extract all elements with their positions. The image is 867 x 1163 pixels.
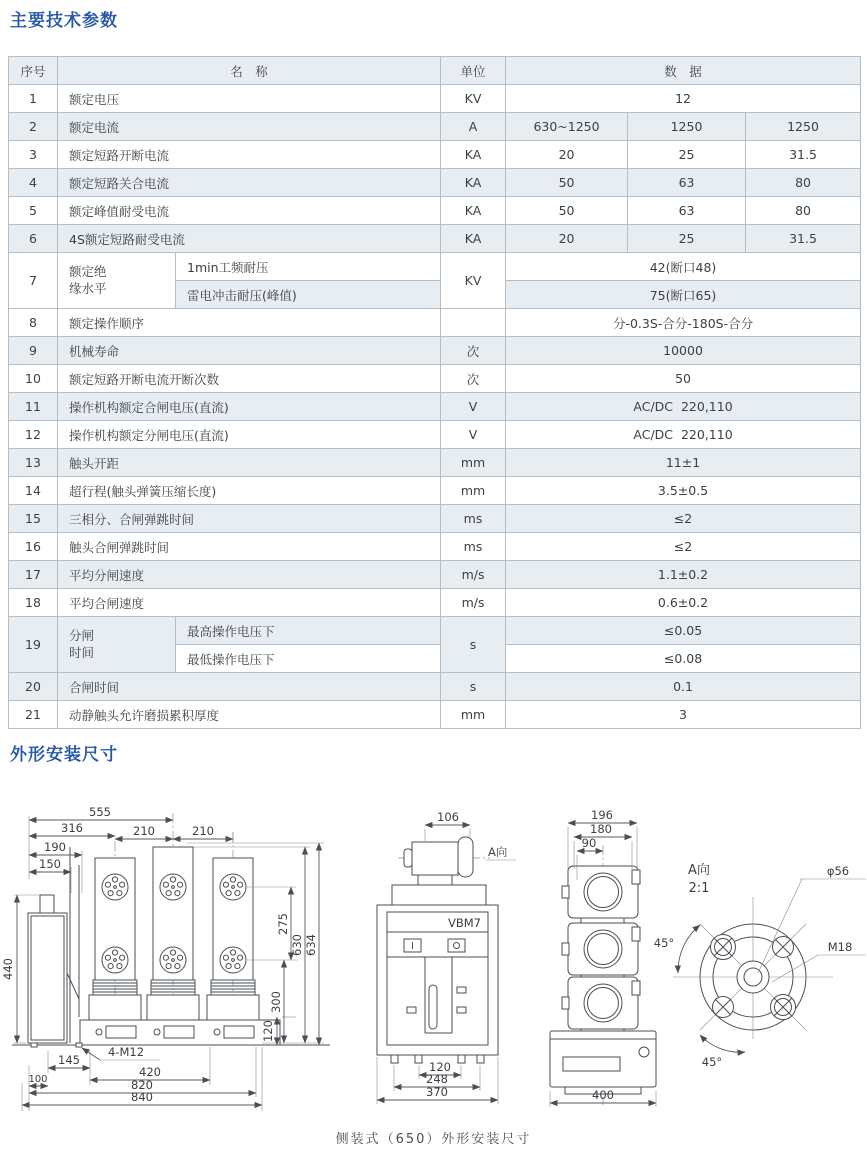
dim-dia56: φ56 [826, 864, 850, 878]
table-row [9, 449, 861, 477]
cell-no: 8 [9, 309, 58, 337]
dim-210a: 210 [133, 824, 155, 838]
dim-420: 420 [139, 1065, 161, 1079]
cell-unit: 次 [441, 337, 506, 365]
dim-45b: 45° [701, 1055, 723, 1069]
cell-value: 1250 [746, 113, 861, 141]
cell-name: 三相分、合闸弹跳时间 [58, 505, 441, 533]
cell-value: 1.1±0.2 [506, 561, 861, 589]
cell-value: 0.6±0.2 [506, 589, 861, 617]
dimension-drawings [0, 785, 867, 1130]
dim-820: 820 [131, 1078, 153, 1092]
cell-value: 630~1250 [506, 113, 628, 141]
cell-unit: mm [441, 449, 506, 477]
dim-145: 145 [58, 1053, 80, 1067]
cell-unit [441, 309, 506, 337]
cell-value: 12 [506, 85, 861, 113]
cell-name: 动静触头允许磨损累积厚度 [58, 701, 441, 729]
cell-value: AC/DC 220,110 [506, 421, 861, 449]
table-row [9, 561, 861, 589]
right-view [550, 845, 656, 1105]
cell-name-text: 额定绝缘水平 [69, 263, 107, 296]
cell-unit: A [441, 113, 506, 141]
cell-no: 21 [9, 701, 58, 729]
cell-value: ≤0.05 [506, 617, 861, 645]
dim-m18: M18 [827, 940, 853, 954]
cell-value: 63 [628, 169, 746, 197]
drawing-caption: 侧装式（650）外形安装尺寸 [335, 1132, 532, 1147]
cell-value: 3.5±0.5 [506, 477, 861, 505]
cell-subname: 最低操作电压下 [176, 645, 441, 673]
cell-value: 1250 [628, 113, 746, 141]
table-row [9, 673, 861, 701]
cell-name: 额定操作顺序 [58, 309, 441, 337]
cell-name: 平均合闸速度 [58, 589, 441, 617]
table-row [9, 85, 861, 113]
dim-bolt-m12: 4-M12 [107, 1045, 145, 1059]
cell-value: 80 [746, 197, 861, 225]
cell-name [58, 617, 176, 673]
table-row [9, 225, 861, 253]
cell-subname: 1min工频耐压 [176, 253, 441, 281]
cell-name: 额定峰值耐受电流 [58, 197, 441, 225]
dim-196: 196 [591, 808, 613, 822]
cell-no: 11 [9, 393, 58, 421]
cell-value: 50 [506, 197, 628, 225]
cell-name: 合闸时间 [58, 673, 441, 701]
cell-unit: KV [441, 85, 506, 113]
dim-634: 634 [304, 934, 318, 956]
cell-name-text: 分闸时间 [69, 627, 95, 660]
table-row [9, 477, 861, 505]
front-view [377, 837, 498, 1063]
cell-value: 50 [506, 365, 861, 393]
cell-unit: KA [441, 197, 506, 225]
section-title-dimensions: 外形安装尺寸 [10, 745, 118, 765]
cell-name: 额定电压 [58, 85, 441, 113]
dim-150: 150 [39, 857, 61, 871]
dim-120f: 120 [429, 1060, 451, 1074]
cell-value: 25 [628, 225, 746, 253]
cell-value: 31.5 [746, 141, 861, 169]
dim-555: 555 [89, 805, 111, 819]
table-row [9, 169, 861, 197]
cell-value: 25 [628, 141, 746, 169]
cell-no: 19 [9, 617, 58, 673]
cell-no: 3 [9, 141, 58, 169]
cell-name: 额定短路关合电流 [58, 169, 441, 197]
spec-table [8, 56, 861, 729]
table-row [9, 701, 861, 729]
cell-no: 17 [9, 561, 58, 589]
dim-100: 100 [28, 1074, 48, 1085]
view-ref-a: A向 [488, 845, 508, 859]
cell-name: 机械寿命 [58, 337, 441, 365]
table-row [9, 309, 861, 337]
cell-name: 额定电流 [58, 113, 441, 141]
cell-no: 18 [9, 589, 58, 617]
cell-value: 20 [506, 225, 628, 253]
table-row [9, 505, 861, 533]
cell-value: 分-0.3S-合分-180S-合分 [506, 309, 861, 337]
cell-unit: s [441, 673, 506, 701]
cell-value: 80 [746, 169, 861, 197]
cell-value: 0.1 [506, 673, 861, 701]
cell-unit: 次 [441, 365, 506, 393]
cell-unit: mm [441, 477, 506, 505]
model-label: VBM7 [448, 916, 481, 930]
cell-value: 75(断口65) [506, 281, 861, 309]
cell-subname: 最高操作电压下 [176, 617, 441, 645]
cell-value: 42(断口48) [506, 253, 861, 281]
cell-unit: ms [441, 533, 506, 561]
cell-value: AC/DC 220,110 [506, 393, 861, 421]
table-row [9, 589, 861, 617]
table-row [9, 533, 861, 561]
cell-unit: m/s [441, 561, 506, 589]
table-row [9, 617, 861, 645]
cell-value: 50 [506, 169, 628, 197]
cell-name: 4S额定短路耐受电流 [58, 225, 441, 253]
cell-value: 11±1 [506, 449, 861, 477]
cell-value: 63 [628, 197, 746, 225]
cell-unit: s [441, 617, 506, 673]
cell-unit: KA [441, 169, 506, 197]
cell-no: 12 [9, 421, 58, 449]
cell-value: 20 [506, 141, 628, 169]
dim-275: 275 [276, 913, 290, 935]
cell-value: 31.5 [746, 225, 861, 253]
dim-300: 300 [269, 991, 283, 1013]
cell-name: 超行程(触头弹簧压缩长度) [58, 477, 441, 505]
cell-name: 平均分闸速度 [58, 561, 441, 589]
cell-unit: mm [441, 701, 506, 729]
cell-no: 20 [9, 673, 58, 701]
cell-unit: V [441, 393, 506, 421]
cell-unit: V [441, 421, 506, 449]
dim-45a: 45° [653, 936, 675, 950]
cell-name: 触头开距 [58, 449, 441, 477]
dim-120: 120 [261, 1020, 275, 1042]
table-row [9, 197, 861, 225]
dim-840: 840 [131, 1090, 153, 1104]
detail-scale: 2:1 [688, 881, 710, 896]
cell-no: 2 [9, 113, 58, 141]
dim-106: 106 [437, 810, 459, 824]
cell-no: 9 [9, 337, 58, 365]
col-header-unit: 单位 [441, 57, 506, 85]
cell-name: 触头合闸弹跳时间 [58, 533, 441, 561]
cell-unit: KV [441, 253, 506, 309]
cell-name: 操作机构额定合闸电压(直流) [58, 393, 441, 421]
col-header-data: 数 据 [506, 57, 861, 85]
dim-316: 316 [61, 821, 83, 835]
dim-400: 400 [592, 1088, 614, 1102]
cell-no: 10 [9, 365, 58, 393]
table-row [9, 365, 861, 393]
col-header-no: 序号 [9, 57, 58, 85]
cell-value: ≤2 [506, 505, 861, 533]
cell-unit: ms [441, 505, 506, 533]
detail-view-ref: A向 [688, 863, 710, 878]
table-row [9, 113, 861, 141]
cell-no: 5 [9, 197, 58, 225]
table-row [9, 253, 861, 281]
dim-370: 370 [426, 1085, 448, 1099]
cell-value: 10000 [506, 337, 861, 365]
cell-no: 4 [9, 169, 58, 197]
cell-no: 16 [9, 533, 58, 561]
cell-no: 15 [9, 505, 58, 533]
dim-90: 90 [581, 836, 597, 850]
dim-248: 248 [426, 1072, 448, 1086]
dim-210b: 210 [192, 824, 214, 838]
cell-unit: KA [441, 141, 506, 169]
table-row [9, 141, 861, 169]
table-row [9, 421, 861, 449]
cell-value: ≤0.08 [506, 645, 861, 673]
cell-unit: m/s [441, 589, 506, 617]
table-header-row [9, 57, 861, 85]
cell-no: 1 [9, 85, 58, 113]
dim-440: 440 [1, 958, 15, 980]
table-row [9, 393, 861, 421]
dim-190: 190 [44, 840, 66, 854]
cell-unit: KA [441, 225, 506, 253]
cell-value: ≤2 [506, 533, 861, 561]
col-header-name: 名 称 [58, 57, 441, 85]
cell-name: 操作机构额定分闸电压(直流) [58, 421, 441, 449]
table-row [9, 337, 861, 365]
cell-subname: 雷电冲击耐压(峰值) [176, 281, 441, 309]
cell-name: 额定短路开断电流开断次数 [58, 365, 441, 393]
cell-no: 7 [9, 253, 58, 309]
cell-name [58, 253, 176, 309]
cell-no: 14 [9, 477, 58, 505]
dim-630: 630 [290, 934, 304, 956]
cell-no: 13 [9, 449, 58, 477]
detail-view [654, 863, 866, 1069]
page-title: 主要技术参数 [10, 11, 118, 31]
cell-value: 3 [506, 701, 861, 729]
cell-name: 额定短路开断电流 [58, 141, 441, 169]
cell-no: 6 [9, 225, 58, 253]
dim-180: 180 [590, 822, 612, 836]
